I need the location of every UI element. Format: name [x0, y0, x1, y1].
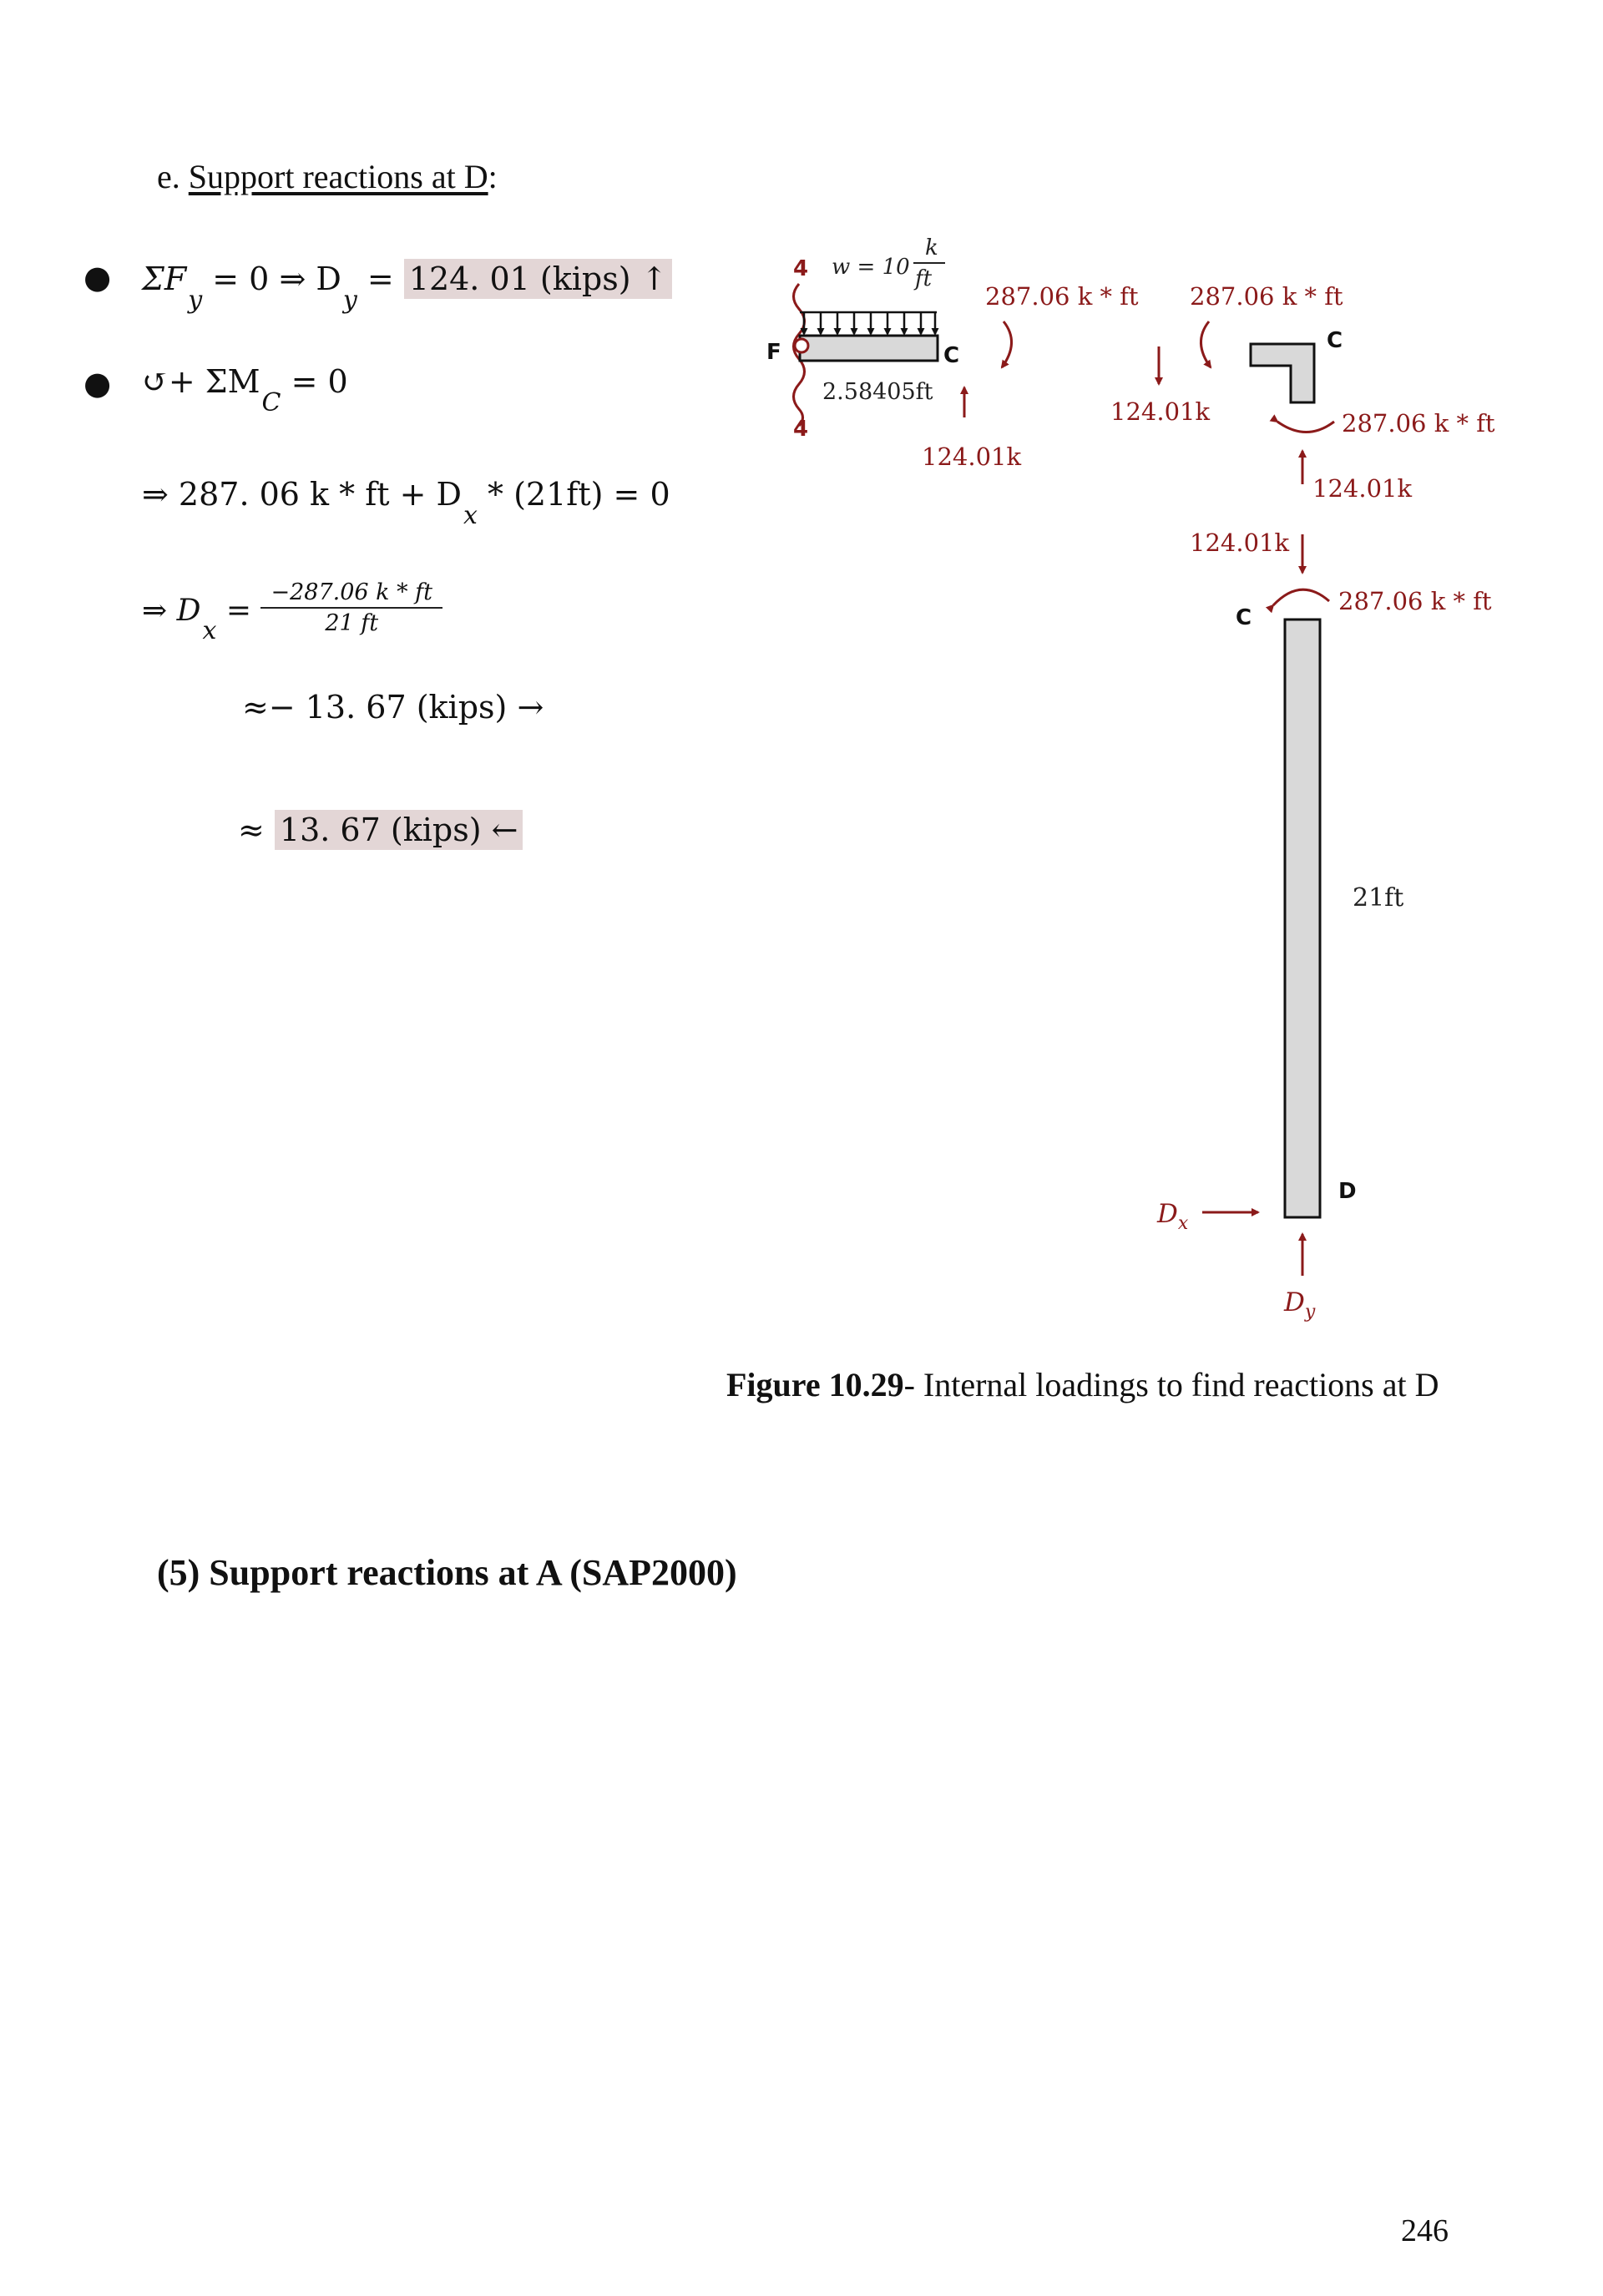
eq4-eq: = — [216, 594, 261, 628]
shear-label-4: 124.01k — [1190, 528, 1290, 557]
eq1-mid: = 0 ⇒ D — [202, 260, 341, 297]
eq2-sub: C — [261, 388, 281, 417]
load-w-den: ft — [915, 266, 933, 291]
moment-label-2: 287.06 k * ft — [1190, 282, 1343, 311]
reaction-dx-main: D — [1157, 1199, 1178, 1229]
eq1-eq: = — [357, 260, 404, 297]
moment-arrow-ccw — [1201, 321, 1211, 367]
bullet-icon: ● — [83, 365, 112, 402]
figure-caption — [726, 1365, 1439, 1404]
distributed-load — [800, 312, 937, 334]
section-heading-5: (5) Support reactions at A (SAP2000) — [157, 1552, 737, 1593]
eq2-lhs: ↺+ ΣM — [142, 363, 260, 400]
section-label-top: 4 — [793, 256, 809, 281]
reaction-label-dx — [1156, 1199, 1189, 1234]
node-label-f: F — [766, 340, 781, 365]
eq3-sub: x — [463, 501, 478, 530]
eq4-sub: x — [202, 616, 217, 645]
node-label-d: D — [1338, 1179, 1357, 1204]
shear-label-3: 124.01k — [1312, 474, 1413, 503]
eq1-sub2: y — [342, 286, 357, 315]
node-label-c2: C — [1327, 328, 1343, 353]
node-label-c3: C — [1236, 605, 1252, 630]
caption-text: - Internal loadings to find reactions at D — [903, 1366, 1439, 1403]
joint-c-member — [1251, 344, 1314, 402]
beam-length-label: 2.58405ft — [822, 379, 933, 405]
hinge-icon — [795, 339, 808, 352]
eq2-rhs: = 0 — [281, 363, 348, 400]
reaction-label-dy — [1283, 1287, 1316, 1322]
eq3-part2: * (21ft) = 0 — [477, 476, 670, 513]
heading-prefix: e. — [157, 158, 189, 195]
reaction-dy-main: D — [1284, 1287, 1305, 1317]
eq1-sub1: y — [188, 286, 203, 315]
fraction-denominator: 21 ft — [325, 610, 379, 636]
beam-member-fc — [800, 336, 938, 361]
column-member-cd — [1285, 620, 1320, 1217]
moment-label-3: 287.06 k * ft — [1342, 409, 1495, 437]
eq6-result-highlight: 13. 67 (kips) ← — [275, 810, 523, 850]
caption-bold: Figure 10.29 — [726, 1366, 904, 1403]
moment-label-4: 287.06 k * ft — [1338, 587, 1492, 615]
moment-arrow-joint — [1277, 422, 1334, 432]
shear-label-2: 124.01k — [1110, 397, 1211, 426]
moment-label-1: 287.06 k * ft — [985, 282, 1139, 311]
heading-title: Support reactions at D — [188, 158, 488, 195]
reaction-dy-sub: y — [1304, 1302, 1316, 1322]
eq3-part1: ⇒ 287. 06 k * ft + D — [142, 476, 463, 513]
heading-suffix: : — [488, 158, 498, 195]
moment-arrow-column — [1273, 589, 1329, 605]
moment-arrow-cw — [1002, 321, 1012, 367]
eq5-text: ≈− 13. 67 (kips) → — [242, 689, 544, 726]
page-number: 246 — [1401, 2213, 1449, 2248]
load-w-num: k — [925, 235, 938, 260]
section-label-bottom: 4 — [793, 417, 809, 442]
eq1-lhs: ΣF — [142, 260, 187, 297]
eq4-lhs: ⇒ D — [142, 594, 201, 628]
eq6-approx: ≈ — [238, 812, 275, 848]
column-length-label: 21ft — [1353, 883, 1404, 913]
fraction-numerator: −287.06 k * ft — [260, 579, 442, 609]
load-w-label: w = 10 — [832, 255, 910, 280]
bullet-icon: ● — [83, 259, 112, 296]
reaction-dx-sub: x — [1177, 1213, 1189, 1234]
eq1-result-highlight: 124. 01 (kips) ↑ — [404, 259, 673, 299]
node-label-c1: C — [943, 343, 960, 368]
shear-label-1: 124.01k — [922, 443, 1022, 471]
